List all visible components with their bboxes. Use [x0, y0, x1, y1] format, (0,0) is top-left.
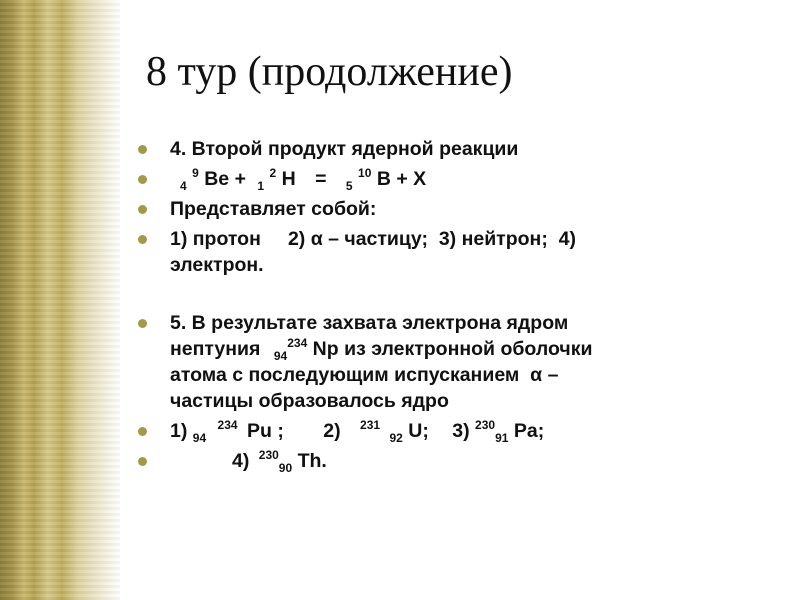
q5-text-line3: атома с последующим испусканием α – — [170, 364, 559, 386]
pa-atomic-number: 91 — [495, 431, 509, 445]
q5-text-line2-post: из электронной оболочки — [344, 338, 593, 360]
bullet-icon — [138, 427, 147, 436]
pa-symbol: Pa; — [513, 420, 545, 442]
be-symbol: Be + — [204, 168, 246, 190]
h-atomic-number: 1 — [257, 179, 265, 193]
slide-title: 8 тур (продолжение) — [146, 49, 513, 95]
np-atomic-number: 94 — [273, 349, 288, 363]
answer-1-label: 1) — [170, 420, 188, 442]
b-atomic-number: 5 — [345, 179, 353, 193]
list-item-q5-answers-a — [138, 418, 778, 444]
list-item-q4-options — [138, 226, 778, 278]
pu-atomic-number: 94 — [192, 431, 207, 445]
pu-mass-number: 234 — [217, 418, 238, 432]
be-atomic-number: 4 — [180, 179, 187, 193]
q4-options-line2: электрон. — [170, 254, 264, 276]
b-symbol: B + X — [376, 168, 427, 190]
u-atomic-number: 92 — [389, 431, 403, 445]
q4-options-line1: 1) протон 2) α – частицу; 3) нейтрон; 4) — [170, 228, 577, 250]
list-item-q5 — [138, 310, 778, 414]
u-symbol: U; — [408, 420, 429, 442]
answer-2-label: 2) — [323, 420, 341, 442]
th-atomic-number: 90 — [278, 461, 293, 475]
th-symbol: Th. — [297, 450, 327, 472]
th-mass-number: 230 — [258, 448, 279, 462]
pa-mass-number: 230 — [475, 418, 496, 432]
np-mass-number: 234 — [287, 336, 308, 350]
h-symbol: H — [281, 168, 296, 190]
answer-3-label: 3) — [452, 420, 470, 442]
be-mass-number: 9 — [192, 166, 199, 180]
decorative-left-band — [0, 0, 120, 600]
np-symbol: Np — [312, 338, 339, 360]
list-item-q4-heading — [138, 136, 778, 162]
list-item-q5-answers-b — [138, 448, 778, 474]
bullet-icon — [138, 145, 147, 154]
bullet-icon — [138, 235, 147, 244]
u-mass-number: 231 — [360, 418, 381, 432]
list-item-reaction — [138, 166, 778, 192]
q5-text-line2-pre: нептуния — [170, 338, 261, 360]
list-item-represents — [138, 196, 778, 222]
bullet-icon — [138, 205, 147, 214]
q5-text-line4: частицы образовалось ядро — [170, 390, 449, 412]
q5-text-line1: 5. В результате захвата электрона ядром — [170, 312, 569, 334]
bullet-icon — [138, 319, 147, 328]
represents-text: Представляет собой: — [170, 198, 377, 220]
answer-4-label: 4) — [232, 450, 250, 472]
h-mass-number: 2 — [269, 166, 277, 180]
pu-symbol: Pu ; — [247, 420, 284, 442]
q4-heading-text: 4. Второй продукт ядерной реакции — [170, 138, 519, 160]
b-mass-number: 10 — [358, 166, 372, 180]
bullet-icon — [138, 457, 147, 466]
equals-sign: = — [315, 168, 327, 190]
slide-content — [138, 136, 778, 478]
bullet-icon — [138, 175, 147, 184]
